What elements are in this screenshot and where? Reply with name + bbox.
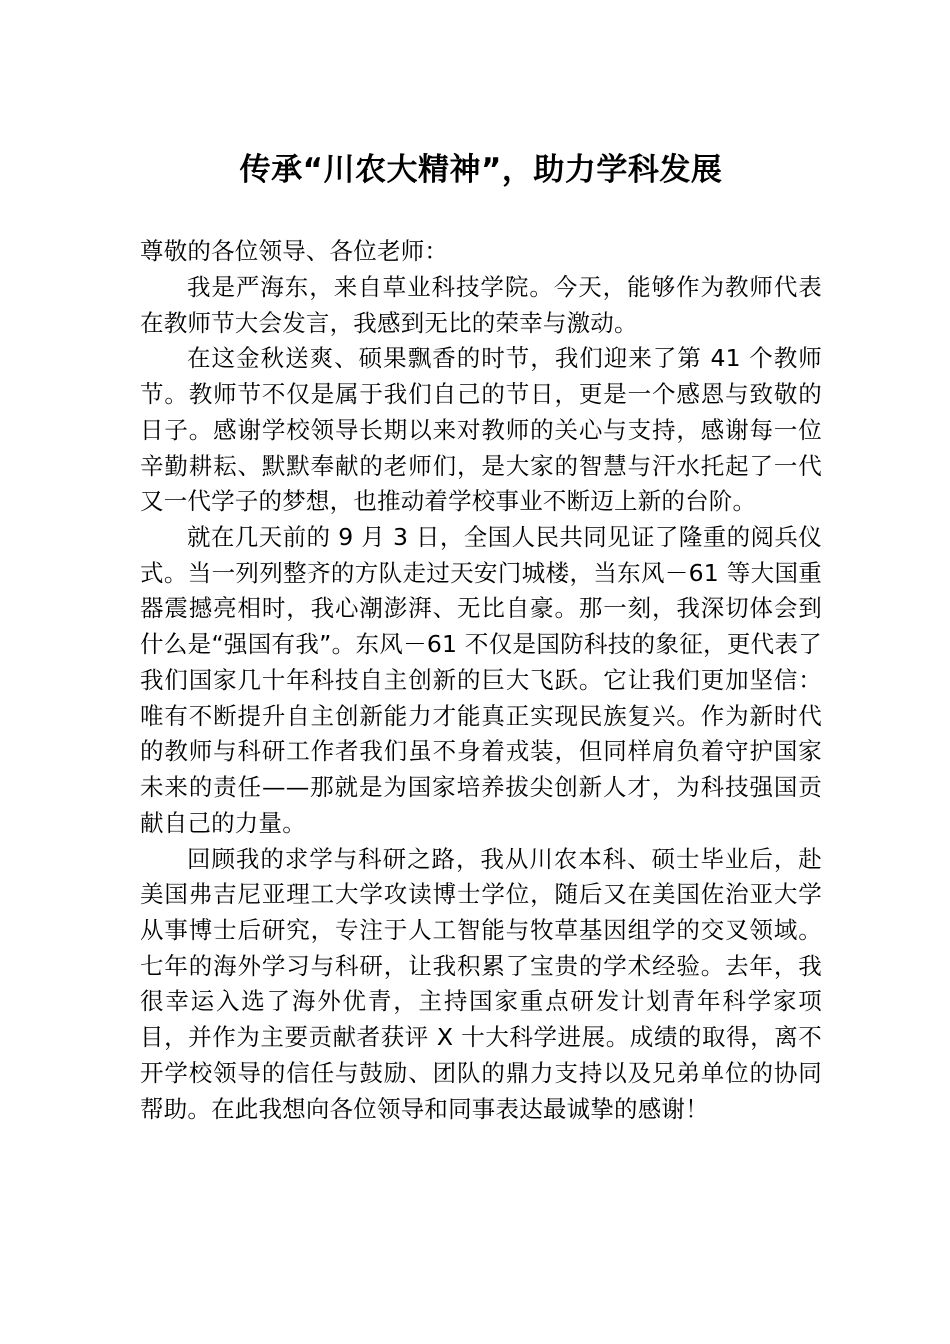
body-paragraph: 回顾我的求学与科研之路，我从川农本科、硕士毕业后，赴美国弗吉尼亚理工大学攻读博士学位，随后又在美国佐治亚大学从事博士后研究，专注于人工智能与牧草基因组学的交叉领域。七年的海外学习与科研，让我积累了宝贵的学术经验。去年，我很幸运入选了海外优青，主持国家重点研发计划青年科学家项目，并作为主要贡献者获评 X 十大科学进展。成绩的取得，离不开学校领导的信任与鼓励、团队的鼎力支持以及兄弟单位的协同帮助。在此我想向各位领导和同事表达最诚挚的感谢！: [140, 844, 822, 1123]
page-title: 传承“川农大精神”，助力学科发展: [239, 152, 723, 188]
body-paragraph: 我是严海东，来自草业科技学院。今天，能够作为教师代表在教师节大会发言，我感到无比的荣幸与激动。: [140, 273, 822, 337]
salutation-line: 尊敬的各位领导、各位老师：: [140, 237, 449, 266]
body-paragraph: 就在几天前的 9 月 3 日，全国人民共同见证了隆重的阅兵仪式。当一列列整齐的方队走过天安门城楼，当东风－61 等大国重器震撼亮相时，我心潮澎湃、无比自豪。那一刻，我深切体会到什么是“强国有我”。东风－61 不仅是国防科技的象征，更代表了我们国家几十年科技自主创新的巨大飞跃。它让我们更加坚信：唯有不断提升自主创新能力才能真正实现民族复兴。作为新时代的教师与科研工作者我们虽不身着戎装，但同样肩负着守护国家未来的责任——那就是为国家培养拔尖创新人才，为科技强国贡献自己的力量。: [140, 523, 822, 837]
body-paragraph: 在这金秋送爽、硕果飘香的时节，我们迎来了第 41 个教师节。教师节不仅是属于我们自己的节日，更是一个感恩与致敬的日子。感谢学校领导长期以来对教师的关心与支持，感谢每一位辛勤耕耘、默默奉献的老师们，是大家的智慧与汗水托起了一代又一代学子的梦想，也推动着学校事业不断迈上新的台阶。: [140, 344, 822, 516]
